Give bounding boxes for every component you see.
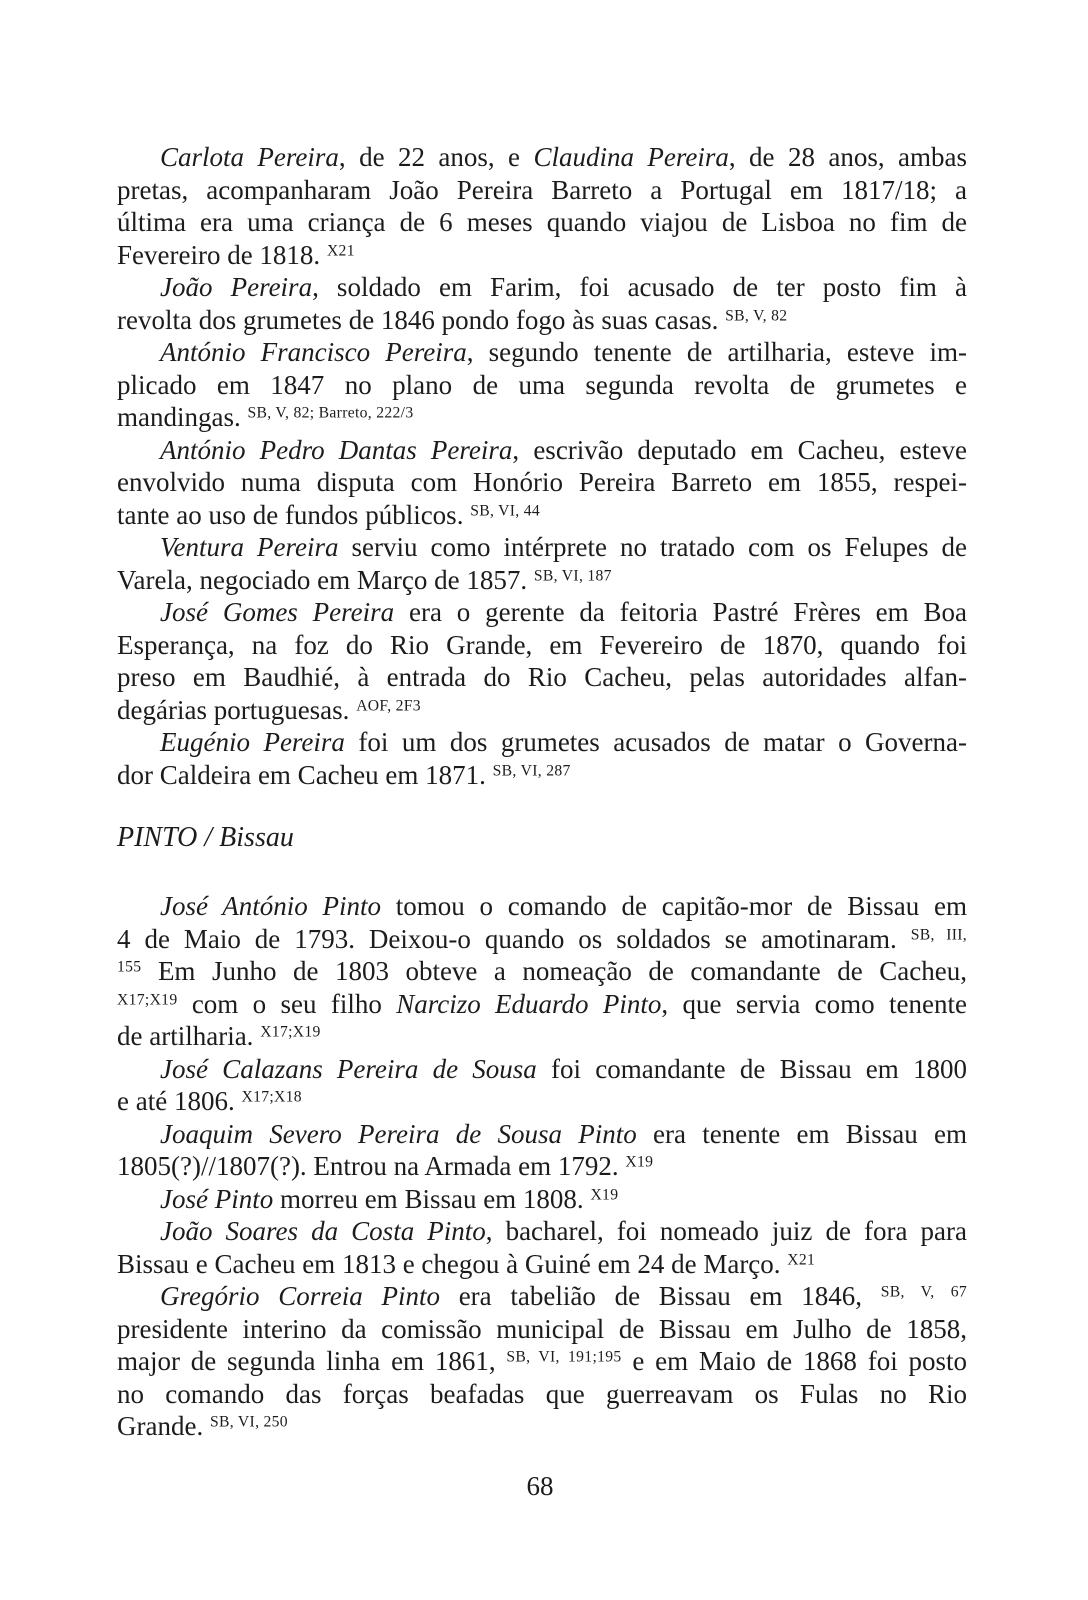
text-run: major de segunda linha em 1861,: [117, 1346, 507, 1376]
text-run: era tabelião de Bissau em 1846,: [439, 1281, 881, 1311]
text-run: e em Maio de 1868 foi posto: [621, 1346, 967, 1376]
text-line: [117, 1378, 967, 1411]
text-line: [117, 1313, 967, 1346]
entry-paragraph: [117, 1215, 967, 1280]
text-run: última era uma criança de 6 meses quando viajou de Lisboa no fim de: [117, 207, 967, 237]
text-line: [117, 1150, 967, 1183]
text-line: [117, 1085, 967, 1118]
source-reference: SB, V, 82; Barreto, 222/3: [247, 404, 414, 422]
source-reference: SB, VI, 191;195: [506, 1348, 622, 1366]
source-reference: SB, VI, 187: [533, 566, 612, 584]
entry-paragraph: [117, 434, 967, 532]
text-run: Fevereiro de 1818.: [117, 239, 327, 270]
text-line: [117, 1280, 967, 1313]
text-run: presidente interino da comissão municipal de Bissau em Julho de 1858,: [117, 1313, 967, 1344]
person-name: José António Pinto: [160, 891, 382, 921]
source-reference: X21: [787, 1250, 816, 1268]
entry-paragraph: [117, 336, 967, 434]
entry-paragraph: [117, 890, 967, 1053]
text-run: morreu em Bissau em 1808.: [273, 1183, 591, 1214]
person-name: João Soares da Costa Pinto: [160, 1216, 486, 1246]
text-run: era tenente em Bissau em: [636, 1118, 967, 1149]
text-line: [117, 401, 967, 434]
text-line: [117, 1053, 967, 1086]
text-line: [117, 694, 967, 727]
source-reference: SB, V, 82: [725, 306, 788, 324]
section-heading: PINTO / Bissau: [117, 822, 294, 853]
text-run: de artilharia.: [117, 1021, 261, 1051]
text-run: revolta dos grumetes de 1846 pondo fogo às suas casas.: [117, 304, 726, 335]
text-line: [117, 1345, 967, 1378]
source-reference: SB, VI, 44: [470, 501, 541, 519]
text-line: [117, 531, 967, 564]
text-run: preso em Baudhié, à entrada do Rio Cacheu, pelas autoridades alfan-: [117, 662, 967, 692]
entry-paragraph: [117, 1280, 967, 1443]
text-line: [117, 596, 967, 629]
text-line: [117, 1118, 967, 1151]
text-run: Bissau e Cacheu em 1813 e chegou à Guiné em 24 de Março.: [117, 1248, 788, 1279]
text-line: [117, 271, 967, 304]
entry-paragraph: [117, 596, 967, 726]
text-run: , bacharel, foi nomeado juiz de fora para: [485, 1216, 967, 1246]
person-name: António Francisco Pereira: [160, 337, 467, 367]
text-line: [117, 564, 967, 597]
text-run: foi um dos grumetes acusados de matar o Governa-: [344, 727, 968, 757]
text-run: Varela, negociado em Março de 1857.: [117, 564, 534, 595]
entry-paragraph: [117, 531, 967, 596]
person-name: António Pedro Dantas Pereira: [160, 434, 513, 465]
text-run: envolvido numa disputa com Honório Pereira Barreto em 1855, respei-: [117, 467, 967, 497]
text-run: , escrivão deputado em Cacheu, esteve: [512, 434, 968, 465]
source-reference: X21: [326, 241, 355, 259]
source-reference: X17;X19: [117, 990, 178, 1008]
text-run: mandingas.: [117, 402, 248, 432]
text-line: [117, 1215, 967, 1248]
person-name: José Pinto: [160, 1183, 274, 1214]
text-run: , de 22 anos, e: [338, 142, 534, 172]
person-name: João Pereira: [160, 272, 313, 302]
source-reference: X17;X18: [241, 1088, 302, 1106]
text-run: Grande.: [117, 1411, 210, 1441]
text-run: tomou o comando de capitão-mor de Bissau em: [381, 891, 968, 921]
text-run: Em Junho de 1803 obteve a nomeação de comandante de Cacheu,: [141, 956, 967, 986]
text-run: , de 28 anos, ambas: [728, 142, 967, 172]
text-run: com o seu filho: [177, 988, 397, 1019]
text-line: [117, 759, 967, 792]
text-line: [117, 923, 967, 956]
person-name: José Calazans Pereira de Sousa: [160, 1053, 537, 1084]
text-line: [117, 466, 967, 499]
source-reference: SB, VI, 250: [209, 1413, 288, 1431]
text-line: [117, 336, 967, 369]
source-reference: X19: [590, 1185, 619, 1203]
page-number: 68: [526, 1471, 554, 1501]
source-reference: AOF, 2F3: [356, 696, 421, 714]
person-name: Ventura Pereira: [160, 532, 339, 562]
text-line: [117, 1183, 967, 1216]
source-reference: 155: [117, 958, 142, 976]
text-run: dor Caldeira em Cacheu em 1871.: [117, 759, 493, 790]
text-run: foi comandante de Bissau em 1800: [536, 1053, 967, 1084]
text-line: [117, 988, 967, 1021]
text-run: 4 de Maio de 1793. Deixou-o quando os soldados se amotinaram.: [117, 923, 911, 954]
text-line: [117, 174, 967, 207]
text-line: [117, 1248, 967, 1281]
entry-paragraph: [117, 1183, 967, 1216]
text-run: Esperança, na foz do Rio Grande, em Fevereiro de 1870, quando foi: [117, 629, 967, 660]
text-line: [117, 369, 967, 402]
text-line: [117, 1020, 967, 1053]
person-name: Narcizo Eduardo Pinto: [396, 988, 662, 1019]
text-run: pretas, acompanharam João Pereira Barreto a Portugal em 1817/18; a: [117, 174, 967, 205]
entry-paragraph: [117, 1053, 967, 1118]
text-run: degárias portuguesas.: [117, 694, 357, 725]
text-line: [117, 629, 967, 662]
text-run: serviu como intérprete no tratado com os Felupes de: [338, 532, 968, 562]
source-reference: SB, III,: [910, 925, 967, 943]
text-line: [117, 726, 967, 759]
text-line: [117, 141, 967, 174]
person-name: Claudina Pereira: [533, 142, 729, 172]
text-run: e até 1806.: [117, 1086, 242, 1116]
source-reference: X19: [625, 1153, 654, 1171]
person-name: Carlota Pereira: [160, 142, 339, 172]
pinto-entries: [117, 890, 967, 1443]
text-line: [117, 304, 967, 337]
pereira-entries: [117, 141, 967, 791]
source-reference: X17;X19: [260, 1023, 321, 1041]
text-run: era o gerente da feitoria Pastré Frères em Boa: [394, 597, 967, 627]
entry-paragraph: [117, 271, 967, 336]
source-reference: SB, V, 67: [880, 1283, 967, 1301]
text-run: no comando das forças beafadas que guerreavam os Fulas no Rio: [117, 1378, 967, 1409]
person-name: José Gomes Pereira: [160, 597, 395, 627]
person-name: Eugénio Pereira: [160, 727, 345, 757]
text-line: [117, 1410, 967, 1443]
text-run: , segundo tenente de artilharia, esteve im-: [466, 337, 968, 367]
source-reference: SB, VI, 287: [492, 761, 571, 779]
text-run: , soldado em Farim, foi acusado de ter posto fim à: [312, 272, 968, 302]
text-run: tante ao uso de fundos públicos.: [117, 499, 471, 530]
text-line: [117, 499, 967, 532]
person-name: Joaquim Severo Pereira de Sousa Pinto: [160, 1118, 637, 1149]
text-line: [117, 955, 967, 988]
text-line: [117, 206, 967, 239]
text-run: , que servia como tenente: [661, 988, 967, 1019]
text-line: [117, 239, 967, 272]
text-line: [117, 434, 967, 467]
entry-paragraph: [117, 1118, 967, 1183]
text-run: plicado em 1847 no plano de uma segunda revolta de grumetes e: [117, 369, 967, 400]
text-line: [117, 890, 967, 923]
text-run: 1805(?)//1807(?). Entrou na Armada em 1792.: [117, 1151, 626, 1181]
entry-paragraph: [117, 726, 967, 791]
entry-paragraph: [117, 141, 967, 271]
person-name: Gregório Correia Pinto: [160, 1281, 440, 1311]
text-line: [117, 661, 967, 694]
